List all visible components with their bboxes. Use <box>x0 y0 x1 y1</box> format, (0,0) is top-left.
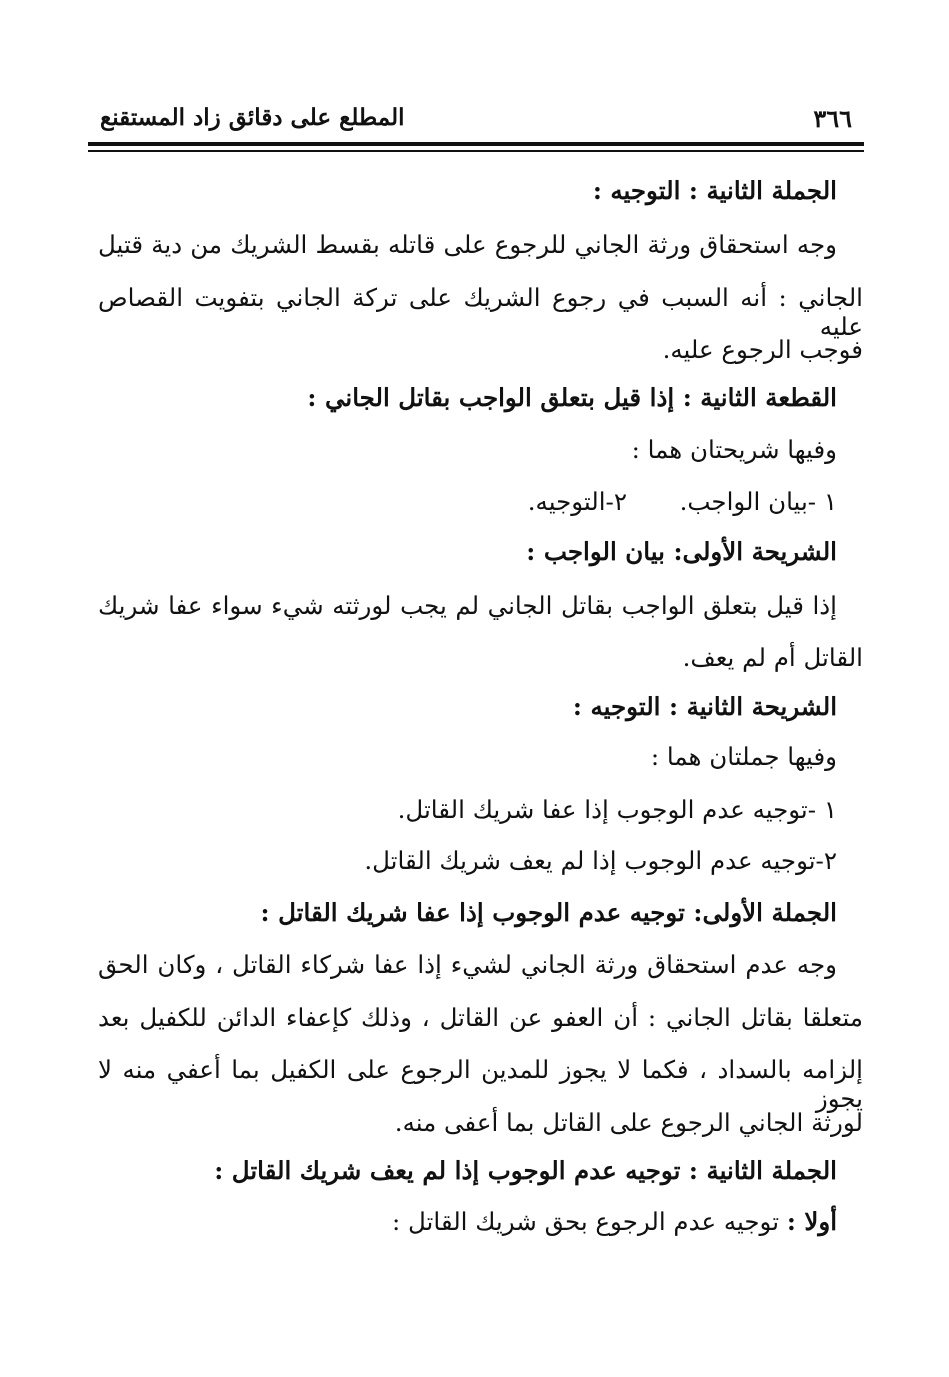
paragraph-line: وفيها جملتان هما : <box>650 742 837 771</box>
list-item: ٢-التوجيه. <box>527 487 627 516</box>
running-title: المطلع على دقائق زاد المستقنع <box>100 104 405 131</box>
heading-second-sentence-guidance: الجملة الثانية : التوجيه : <box>592 176 837 205</box>
page-number: ٣٦٦ <box>813 104 852 133</box>
list-item: ٢-توجيه عدم الوجوب إذا لم يعف شريك القاتل. <box>364 846 837 875</box>
paragraph-line: إلزامه بالسداد ، فكما لا يجوز للمدين الرجوع على الكفيل بما أعفي منه لا يجوز <box>98 1055 863 1114</box>
subheading-text: توجيه عدم الرجوع بحق شريك القاتل : <box>391 1207 780 1236</box>
header-rule-thin <box>88 150 864 152</box>
paragraph-line: وفيها شريحتان هما : <box>631 435 837 464</box>
heading-second-sentence: الجملة الثانية : توجيه عدم الوجوب إذا لم يعف شريك القاتل : <box>214 1156 837 1185</box>
paragraph-line: لورثة الجاني الرجوع على القاتل بما أعفى منه. <box>394 1108 863 1137</box>
ordinal-first: أولا : <box>786 1207 837 1236</box>
paragraph-line: فوجب الرجوع عليه. <box>662 335 863 364</box>
page-header <box>92 100 862 134</box>
paragraph-line: وجه استحقاق ورثة الجاني للرجوع على قاتله بقسط الشريك من دية قتيل <box>98 230 837 259</box>
heading-second-slice: الشريحة الثانية : التوجيه : <box>572 692 837 721</box>
list-item: ١ -بيان الواجب. <box>679 487 837 516</box>
heading-first-slice: الشريحة الأولى: بيان الواجب : <box>526 537 837 566</box>
paragraph-line <box>392 1207 837 1236</box>
paragraph-line: متعلقا بقاتل الجاني : أن العفو عن القاتل ، وذلك كإعفاء الدائن للكفيل بعد <box>98 1003 863 1032</box>
heading-second-section: القطعة الثانية : إذا قيل بتعلق الواجب بقاتل الجاني : <box>307 383 837 412</box>
paragraph-line: إذا قيل بتعلق الواجب بقاتل الجاني لم يجب لورثته شيء سواء عفا شريك <box>98 591 837 620</box>
paragraph-line: القاتل أم لم يعف. <box>682 643 863 672</box>
paragraph-line: وجه عدم استحقاق ورثة الجاني لشيء إذا عفا شركاء القاتل ، وكان الحق <box>98 950 837 979</box>
heading-first-sentence: الجملة الأولى: توجيه عدم الوجوب إذا عفا شريك القاتل : <box>260 898 837 927</box>
two-item-list <box>527 487 837 516</box>
list-item: ١ -توجيه عدم الوجوب إذا عفا شريك القاتل. <box>397 795 837 824</box>
header-rule-thick <box>88 142 864 146</box>
paragraph-line: الجاني : أنه السبب في رجوع الشريك على تركة الجاني بتفويت القصاص عليه <box>98 283 863 342</box>
